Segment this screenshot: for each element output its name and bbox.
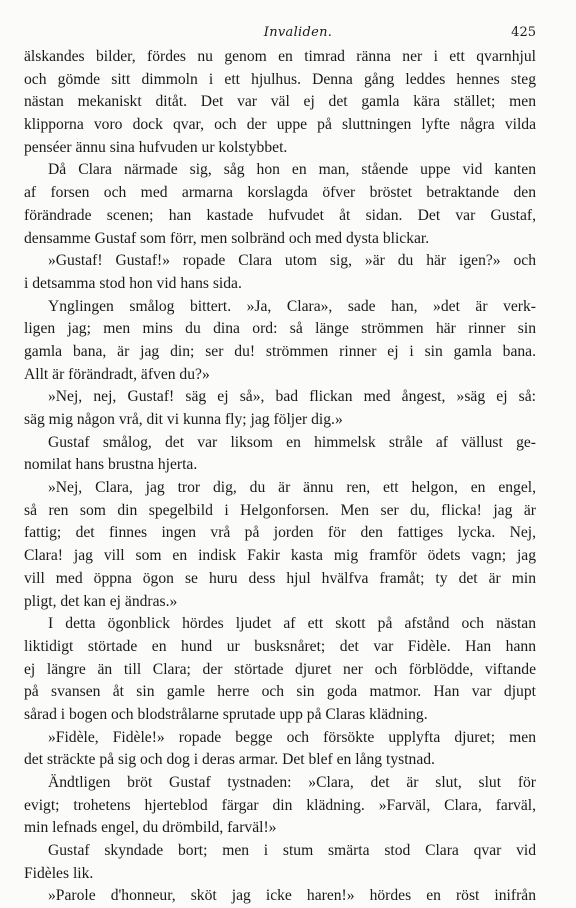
text-line: »Gustaf! Gustaf!» ropade Clara utom sig, »är du här igen?» och <box>48 252 536 270</box>
text-line: och gömde sitt dimmoln i ett hjulhus. Denna gång leddes hennes steg <box>24 70 536 88</box>
text-line: ej längre än till Clara; der störtade djuret ner och förblödde, viftande <box>24 660 536 678</box>
text-line: »Nej, Clara, jag tror dig, du är ännu ren, ett helgon, en engel, <box>48 479 536 497</box>
text-line: i detsamma stod hon vid hans sida. <box>24 274 242 292</box>
text-line: penséer ännu sina hufvuden ur kolstybbet. <box>24 138 288 156</box>
text-line: af forsen och med armarna korslagda öfver bröstet betraktande den <box>24 184 536 202</box>
text-line: »Nej, nej, Gustaf! säg ej så», bad flickan med ångest, »säg ej så: <box>48 388 536 406</box>
text-line: Clara! jag vill som en indisk Fakir kasta mig framför ödets vagn; jag <box>24 547 536 565</box>
text-line: Allt är förändradt, äfven du?» <box>24 365 210 383</box>
text-line: liktidigt störtade en hund ur busksnåret; det var Fidèle. Han hann <box>24 637 536 655</box>
text-line: pligt, det kan ej ändras.» <box>24 592 178 610</box>
text-line: »Parole d'honneur, sköt jag icke haren!» hördes en röst inifrån <box>48 887 536 905</box>
text-line: Ynglingen smålog bittert. »Ja, Clara», sade han, »det är verk- <box>48 297 536 315</box>
text-line: Fidèles lik. <box>24 864 94 882</box>
body-text <box>24 46 536 908</box>
text-line: »Fidèle, Fidèle!» ropade begge och försökte upplyfta djuret; men <box>48 728 536 746</box>
text-line: Gustaf skyndade bort; men i stum smärta stod Clara qvar vid <box>48 842 536 860</box>
page-header <box>60 20 536 46</box>
text-line: förändrade scenen; han kastade hufvudet åt sidan. Det var Gustaf, <box>24 206 536 224</box>
text-line: gamla bana, är jag din; ser du! strömmen rinner ej i sin gamla bana. <box>24 342 536 360</box>
text-line: nomilat hans brustna hjerta. <box>24 456 198 474</box>
text-line: älskandes bilder, fördes nu genom en timrad ränna ner i ett qvarnhjul <box>24 48 536 65</box>
text-line: Gustaf smålog, det var liksom en himmelsk stråle af vällust ge- <box>48 433 536 451</box>
text-line: det sträckte på sig och dog i deras armar. Det blef en lång tystnad. <box>24 751 435 769</box>
text-line: säg mig någon vrå, dit vi kunna fly; jag följer dig.» <box>24 411 343 428</box>
page-number: 425 <box>511 25 536 40</box>
text-line: I detta ögonblick hördes ljudet af ett skott på afstånd och nästan <box>48 615 536 633</box>
text-line: ligen jag; men mins du dina ord: så länge strömmen här rinner sin <box>24 320 536 338</box>
text-line: klipporna voro dock qvar, och der uppe på sluttningen lyfte några vilda <box>24 116 536 134</box>
running-title: Invaliden. <box>263 25 333 40</box>
text-line: så ren som din spegelbild i Helgonforsen. Men ser du, flicka! jag är <box>24 501 536 519</box>
text-line: fattig; det finnes ingen vrå på jorden för den fattiges lycka. Nej, <box>24 524 536 542</box>
text-line: vill med öppna ögon se huru dess hjul hvälfva framåt; ty det är min <box>24 569 536 587</box>
text-line: nästan mekaniskt ditåt. Det var väl ej det gamla kära stället; men <box>24 93 536 111</box>
text-line: på svansen åt sin gamle herre och sin goda matmor. Han var djupt <box>24 683 536 701</box>
text-line: sårad i bogen och blodstrålarne sprutade upp på Claras klädning. <box>24 705 428 723</box>
text-line: densamme Gustaf som förr, men solbränd och med dysta blickar. <box>24 229 430 247</box>
text-line: evigt; trohetens hjerteblod färgar din klädning. »Farväl, Clara, farväl, <box>24 796 536 814</box>
text-line: Ändtligen bröt Gustaf tystnaden: »Clara, det är slut, slut för <box>48 774 536 791</box>
text-line: min lefnads engel, du drömbild, farväl!» <box>24 819 277 837</box>
text-line: Då Clara närmade sig, såg hon en man, stående uppe vid kanten <box>48 161 536 179</box>
